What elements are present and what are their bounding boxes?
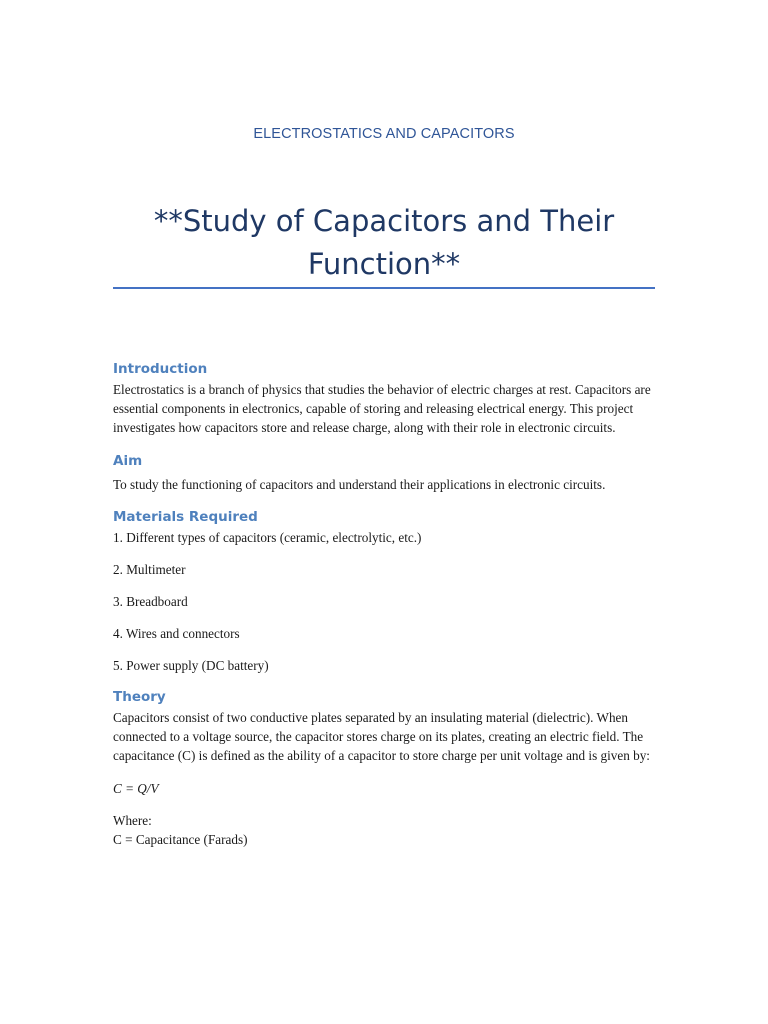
list-item: 2. Multimeter	[113, 561, 186, 577]
introduction-paragraph: Electrostatics is a branch of physics that studies the behavior of electric charges at rest. Capacitors are essential components in electronics, capable of storing and releasing electrical energy. This project investigates how capacitors store and release charge, along with their role in electronic circuits.	[113, 382, 651, 436]
list-item: 3. Breadboard	[113, 593, 188, 609]
list-item: 4. Wires and connectors	[113, 625, 240, 641]
theory-heading: Theory	[113, 689, 166, 706]
materials-heading: Materials Required	[113, 508, 258, 525]
aim-paragraph: To study the functioning of capacitors and understand their applications in electronic circuits.	[113, 476, 606, 492]
materials-list	[113, 528, 655, 675]
list-item: 1. Different types of capacitors (ceramic, electrolytic, etc.)	[113, 529, 422, 545]
where-item-capacitance: C = Capacitance (Farads)	[113, 832, 248, 848]
where-label: Where:	[113, 812, 152, 828]
aim-heading: Aim	[113, 452, 143, 469]
capacitance-formula: C = Q/V	[113, 780, 159, 796]
document-title-line-1: **Study of Capacitors and Their	[153, 204, 615, 238]
introduction-heading: Introduction	[113, 361, 208, 377]
title-divider	[113, 287, 655, 289]
document-title	[113, 200, 655, 286]
document-title-line-2: Function**	[307, 247, 461, 281]
document-body	[113, 358, 655, 849]
document-subtitle: ELECTROSTATICS AND CAPACITORS	[253, 126, 515, 142]
theory-paragraph: Capacitors consist of two conductive plates separated by an insulating material (dielectric). When connected to a voltage source, the capacitor stores charge on its plates, creating an electric field. The capacitance (C) is defined as the ability of a capacitor to store charge per unit voltage and is given by:	[113, 710, 650, 764]
list-item: 5. Power supply (DC battery)	[113, 657, 269, 673]
